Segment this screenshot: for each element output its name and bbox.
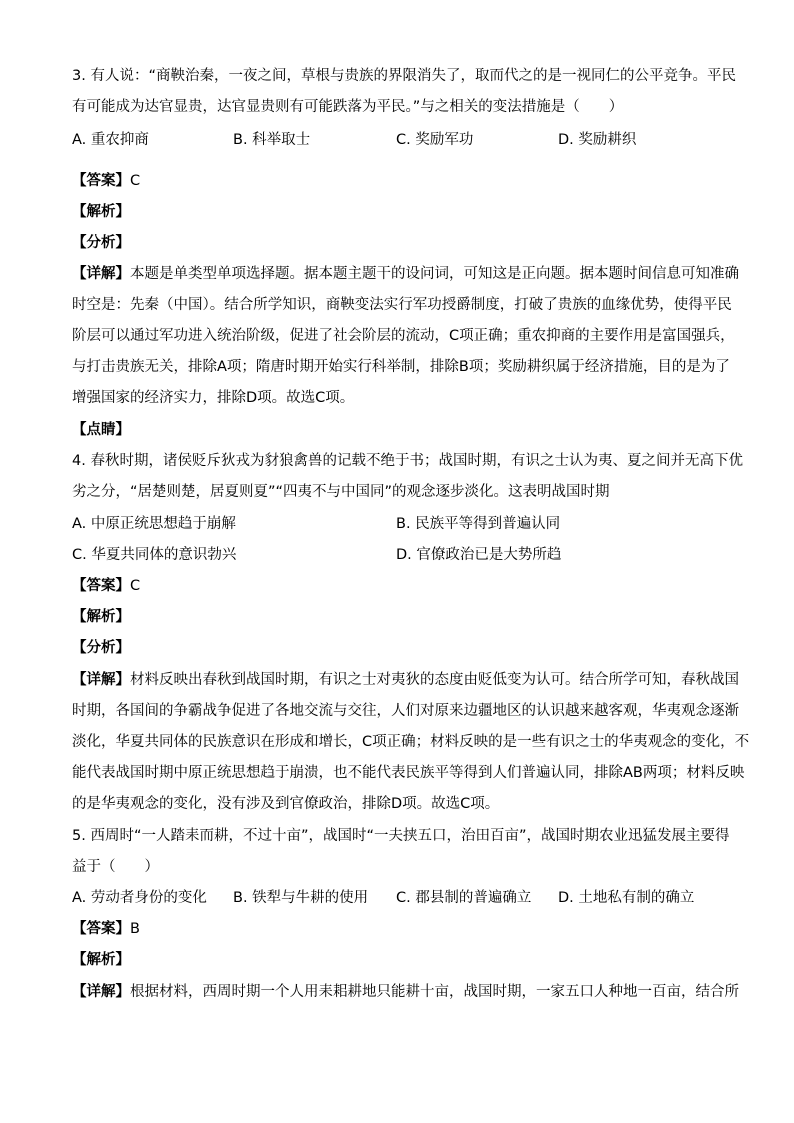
q4-detail-line-5: 的是华夷观念的变化，没有涉及到官僚政治，排除D项。故选C项。 — [72, 796, 500, 812]
answer-value: C — [130, 578, 141, 594]
detail-text: 根据材料，西周时期一个人用耒耜耕地只能耕十亩，战国时期，一家五口人种地一百亩，结合所 — [130, 984, 739, 1000]
q3-fenxi-heading: 【分析】 — [72, 235, 130, 251]
q4-answer — [72, 576, 722, 596]
q4-stem-line-2: 劣之分，“居楚则楚，居夏则夏”“四夷不与中国同”的观念逐步淡化。这表明战国时期 — [72, 484, 610, 500]
q3-answer — [72, 171, 722, 191]
q3-stem-line-2: 有可能成为达官显贵，达官显贵则有可能跌落为平民。”与之相关的变法措施是（ ） — [72, 99, 624, 115]
q4-option-b: B. 民族平等得到普遍认同 — [396, 516, 561, 532]
q3-analysis-heading: 【解析】 — [72, 204, 130, 220]
q4-detail-line-1 — [72, 670, 739, 690]
q3-detail-line-2: 时空是：先秦（中国）。结合所学知识，商鞅变法实行军功授爵制度，打破了贵族的血缘优势，使得平民 — [72, 297, 732, 313]
q5-answer — [72, 919, 722, 939]
q5-option-d: D. 土地私有制的确立 — [558, 890, 695, 906]
q5-detail-line-1 — [72, 982, 739, 1002]
detail-tag: 【详解】 — [72, 672, 130, 688]
detail-tag: 【详解】 — [72, 984, 130, 1000]
detail-tag: 【详解】 — [72, 266, 130, 282]
q4-analysis-heading: 【解析】 — [72, 609, 130, 625]
q3-option-d: D. 奖励耕织 — [558, 132, 637, 148]
q3-stem-line-1: 3. 有人说：“商鞅治秦，一夜之间，草根与贵族的界限消失了，取而代之的是一视同仁的公平竞争。平民 — [72, 68, 736, 84]
detail-text: 本题是单类型单项选择题。据本题主题干的设问词，可知这是正向题。据本题时间信息可知准确 — [130, 266, 739, 282]
q4-detail-line-2: 时期，各国间的争霸战争促进了各地交流与交往，人们对原来边疆地区的认识越来越客观，华夷观念逐渐 — [72, 703, 739, 719]
q5-analysis-heading: 【解析】 — [72, 952, 130, 968]
q3-detail-line-1 — [72, 264, 739, 284]
answer-value: C — [130, 173, 141, 189]
q5-option-a: A. 劳动者身份的变化 — [72, 890, 207, 906]
q4-detail-line-4: 能代表战国时期中原正统思想趋于崩溃，也不能代表民族平等得到人们普遍认同，排除AB两项；材料反映 — [72, 765, 745, 781]
q4-stem-line-1: 4. 春秋时期，诸侯贬斥狄戎为豺狼禽兽的记载不绝于书；战国时期，有识之士认为夷、夏之间并无高下优 — [72, 453, 743, 469]
answer-tag: 【答案】 — [72, 173, 130, 189]
q5-stem-line-2: 益于（ ） — [72, 859, 159, 875]
q3-detail-line-4: 与打击贵族无关，排除A项；隋唐时期开始实行科举制，排除B项；奖励耕织属于经济措施，目的是为了 — [72, 359, 730, 375]
q3-option-a: A. 重农抑商 — [72, 132, 149, 148]
detail-text: 材料反映出春秋到战国时期，有识之士对夷狄的态度由贬低变为认可。结合所学可知，春秋战国 — [130, 672, 739, 688]
q4-option-c: C. 华夏共同体的意识勃兴 — [72, 547, 237, 563]
q3-option-c: C. 奖励军功 — [396, 132, 474, 148]
q4-detail-line-3: 淡化，华夏共同体的民族意识在形成和增长，C项正确；材料反映的是一些有识之士的华夷观念的变化，不 — [72, 734, 750, 750]
q5-option-b: B. 铁犁与牛耕的使用 — [233, 890, 369, 906]
answer-value: B — [130, 921, 140, 937]
q4-fenxi-heading: 【分析】 — [72, 640, 130, 656]
answer-tag: 【答案】 — [72, 921, 130, 937]
q4-option-d: D. 官僚政治已是大势所趋 — [396, 547, 562, 563]
q3-detail-line-5: 增强国家的经济实力，排除D项。故选C项。 — [72, 390, 355, 406]
q3-dianjing-heading: 【点睛】 — [72, 422, 130, 438]
q4-option-a: A. 中原正统思想趋于崩解 — [72, 516, 236, 532]
q3-option-b: B. 科举取士 — [233, 132, 311, 148]
answer-tag: 【答案】 — [72, 578, 130, 594]
q5-stem-line-1: 5. 西周时“一人踏耒而耕，不过十亩”，战国时“一夫挟五口，治田百亩”，战国时期农业迅猛发展主要得 — [72, 828, 730, 844]
q5-option-c: C. 郡县制的普遍确立 — [396, 890, 532, 906]
q3-detail-line-3: 阶层可以通过军功进入统治阶级，促进了社会阶层的流动，C项正确；重农抑商的主要作用是富国强兵， — [72, 328, 735, 344]
